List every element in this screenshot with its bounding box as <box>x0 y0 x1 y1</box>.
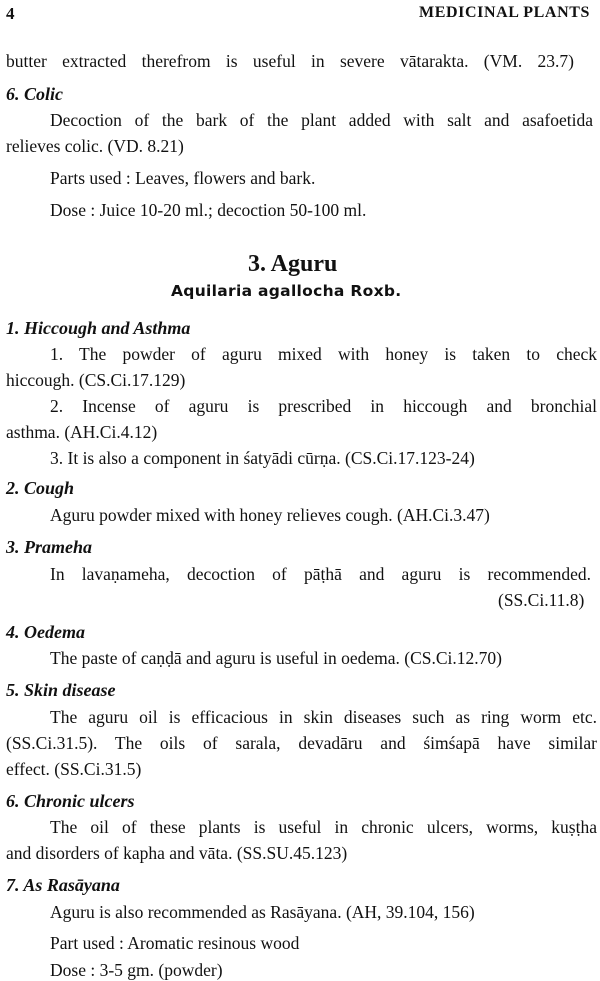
text-line: relieves colic. (VD. 8.21) <box>6 136 184 156</box>
running-title: MEDICINAL PLANTS <box>419 4 590 21</box>
text-line: Aguru is also recommended as Rasāyana. (AH, 39.104, 156) <box>50 902 475 922</box>
section-heading-prameha: 3. Prameha <box>6 537 93 557</box>
text-line: The aguru oil is efficacious in skin diseases such as ring worm etc. <box>50 707 597 727</box>
parts-used-line: Part used : Aromatic resinous wood <box>50 933 300 953</box>
text-line: Aguru powder mixed with honey relieves cough. (AH.Ci.3.47) <box>50 505 490 525</box>
section-heading-colic: 6. Colic <box>6 84 63 104</box>
text-line: hiccough. (CS.Ci.17.129) <box>6 370 186 390</box>
section-heading-cough: 2. Cough <box>6 478 75 498</box>
text-line: The paste of caṇḍā and aguru is useful in oedema. (CS.Ci.12.70) <box>50 648 502 668</box>
section-heading-chronic-ulcers: 6. Chronic ulcers <box>6 791 135 811</box>
text-line: Decoction of the bark of the plant added with salt and asafoetida <box>50 110 593 130</box>
text-line: butter extracted therefrom is useful in severe vātarakta. (VM. 23.7) <box>6 51 574 71</box>
page-number: 4 <box>6 4 15 23</box>
text-line: 2. Incense of aguru is prescribed in hiccough and bronchial <box>50 396 597 416</box>
plant-title: 3. Aguru <box>248 251 338 277</box>
botanical-name: Aquilaria agallocha Roxb. <box>171 282 402 300</box>
text-line: 1. The powder of aguru mixed with honey is taken to check <box>50 344 597 364</box>
section-heading-hiccough: 1. Hiccough and Asthma <box>6 318 191 338</box>
page-header <box>6 4 590 26</box>
dose-line: Dose : 3-5 gm. (powder) <box>50 960 223 980</box>
text-line: (SS.Ci.11.8) <box>498 590 585 610</box>
text-line: effect. (SS.Ci.31.5) <box>6 759 142 779</box>
text-line: (SS.Ci.31.5). The oils of sarala, devadāru and śimśapā have similar <box>6 733 597 753</box>
parts-used-line: Parts used : Leaves, flowers and bark. <box>50 168 316 188</box>
section-heading-skin-disease: 5. Skin disease <box>6 680 116 700</box>
text-line: The oil of these plants is useful in chronic ulcers, worms, kuṣṭha <box>50 817 597 837</box>
section-heading-rasayana: 7. As Rasāyana <box>6 875 120 895</box>
text-line: In lavaṇameha, decoction of pāṭhā and aguru is recommended. <box>50 564 591 584</box>
section-heading-oedema: 4. Oedema <box>6 622 85 642</box>
text-line: 3. It is also a component in śatyādi cūrṇa. (CS.Ci.17.123-24) <box>50 448 475 468</box>
text-line: and disorders of kapha and vāta. (SS.SU.45.123) <box>6 843 348 863</box>
text-line: asthma. (AH.Ci.4.12) <box>6 422 158 442</box>
dose-line: Dose : Juice 10-20 ml.; decoction 50-100 ml. <box>50 200 367 220</box>
